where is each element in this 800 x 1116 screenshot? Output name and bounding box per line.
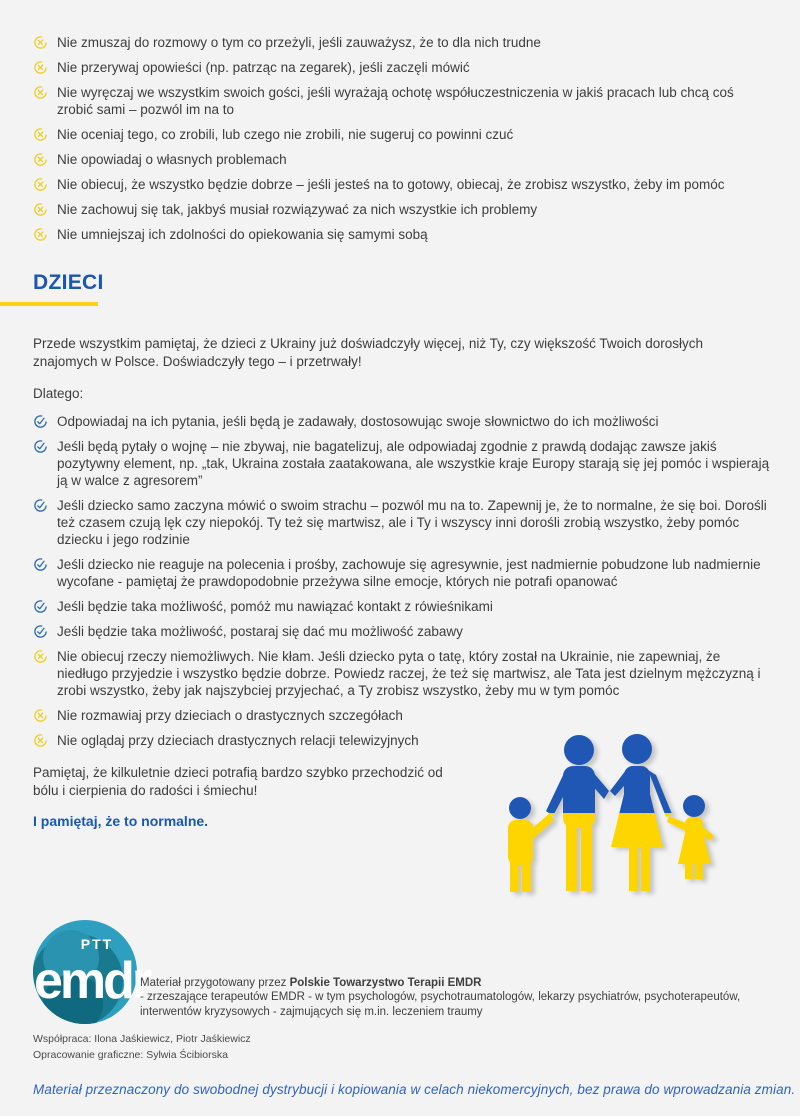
list-item [33, 126, 772, 143]
no-icon [33, 733, 48, 748]
closing-block [33, 764, 463, 830]
dont-list [33, 34, 772, 243]
list-item-text: Jeśli będą pytały o wojnę – nie zbywaj, nie bagatelizuj, ale odpowiadaj zgodnie z prawdą dodając zawsze jakiś pozytywny element, np. „tak, Ukraina została zaatakowana, ale wszystkie kraje Europy starają się jej pomóc i wspierają ją w walce z agresorem” [57, 439, 770, 488]
list-item [33, 556, 772, 590]
credits-text [140, 976, 788, 1020]
list-item-text: Jeśli będzie taka możliwość, postaraj się dać mu możliwość zabawy [57, 624, 463, 639]
list-item [33, 151, 772, 168]
list-item [33, 623, 772, 640]
list-item-text: Nie opowiadaj o własnych problemach [57, 152, 287, 167]
list-item [33, 34, 772, 51]
no-icon [33, 649, 48, 664]
list-item-text: Nie przerywaj opowieści (np. patrząc na zegarek), jeśli zaczęli mówić [57, 60, 470, 75]
list-item [33, 598, 772, 615]
check-icon [33, 557, 48, 572]
check-icon [33, 414, 48, 429]
graphics-credit-text: Opracowanie graficzne: Sylwia Ścibiorska [33, 1049, 228, 1061]
no-icon [33, 152, 48, 167]
page-title: DZIECI [33, 271, 104, 294]
no-icon [33, 227, 48, 242]
heading-underline [0, 302, 98, 306]
section-header [33, 271, 772, 309]
no-icon [33, 60, 48, 75]
list-item-text: Jeśli dziecko samo zaczyna mówić o swoim strachu – pozwól mu na to. Zapewnij je, że to normalne, że się boi. Dorośli też czasem czują lęk czy niepokój. Ty też się martwisz, ale i Ty i wszyscy inni dorośli zrobią wszystko, żeby pomóc dziecku i jego rodzinie [57, 498, 767, 547]
no-icon [33, 202, 48, 217]
list-item-text: Odpowiadaj na ich pytania, jeśli będą je zadawały, dostosowując swoje słownictwo do ich możliwości [57, 414, 659, 429]
list-item-text: Nie zachowuj się tak, jakbyś musiał rozwiązywać za nich wszystkie ich problemy [57, 202, 538, 217]
list-item-text: Nie oceniaj tego, co zrobili, lub czego nie zrobili, nie sugeruj co powinni czuć [57, 127, 514, 142]
closing-text: Pamiętaj, że kilkuletnie dzieci potrafią bardzo szybko przechodzić od bólu i cierpienia do radości i śmiechu! [33, 765, 443, 798]
no-icon [33, 708, 48, 723]
dlatego-label: Dlatego: [33, 386, 84, 401]
list-item [33, 226, 772, 243]
list-item-text: Nie obiecuj, że wszystko będzie dobrze – jeśli jesteś na to gotowy, obiecaj, że zrobisz wszystko, żeby im pomóc [57, 177, 725, 192]
check-icon [33, 599, 48, 614]
check-icon [33, 498, 48, 513]
license-text: Materiał przeznaczony do swobodnej dystrybucji i kopiowania w celach niekomercyjnych, bez prawa do wprowadzania zmian. [33, 1081, 796, 1097]
logo-top-text: PTT [80, 936, 114, 952]
family-illustration [492, 725, 752, 895]
list-item-text: Nie oglądaj przy dzieciach drastycznych relacji telewizyjnych [57, 733, 419, 748]
list-item [33, 176, 772, 193]
no-icon [33, 35, 48, 50]
check-icon [33, 624, 48, 639]
closing-accent-text: I pamiętaj, że to normalne. [33, 813, 209, 829]
list-item [33, 438, 772, 489]
list-item [33, 497, 772, 548]
check-icon [33, 439, 48, 454]
list-item-text: Nie rozmawiaj przy dzieciach o drastycznych szczegółach [57, 708, 403, 723]
no-icon [33, 85, 48, 100]
list-item-text: Nie zmuszaj do rozmowy o tym co przeżyli, jeśli zauważysz, że to dla nich trudne [57, 35, 541, 50]
no-icon [33, 177, 48, 192]
list-item [33, 59, 772, 76]
list-item-text: Jeśli będzie taka możliwość, pomóż mu nawiązać kontakt z rówieśnikami [57, 599, 493, 614]
list-item-text: Nie wyręczaj we wszystkim swoich gości, jeśli wyrażają ochotę współuczestniczenia w jakiś pracach lub chcą coś zrobić sami – pozwól im na to [57, 85, 734, 117]
collaboration-block [33, 1031, 251, 1063]
list-item [33, 84, 772, 118]
list-item [33, 707, 772, 724]
no-icon [33, 127, 48, 142]
advice-list [33, 413, 772, 749]
list-item-text: Jeśli dziecko nie reaguje na polecenia i prośby, zachowuje się agresywnie, jest nadmiernie pobudzone lub nadmiernie wycofane - pamiętaj że prawdopodobnie przeżywa silne emocje, których nie potrafi opanować [57, 557, 761, 589]
credits-description: - zrzeszające terapeutów EMDR - w tym psychologów, psychotraumatologów, lekarzy psychiatrów, psychoterapeutów, interwentów kryzysowych - zajmujących się m.in. leczeniem traumy [140, 991, 741, 1018]
list-item-text: Nie obiecuj rzeczy niemożliwych. Nie kłam. Jeśli dziecko pyta o tatę, który został na Ukrainie, nie zapewniaj, że niedługo przyjedzie i wszystko będzie dobrze. Powiedz raczej, że też się martwisz, ale Tata jest dzielnym mężczyzną i zrobi wszystko, żeby jak najszybciej przyjechać, a Ty zrobisz wszystko, żeby mu w tym pomóc [57, 649, 761, 698]
credits-org: Polskie Towarzystwo Terapii EMDR [289, 976, 482, 989]
credits-prefix: Materiał przygotowany przez [140, 976, 290, 989]
list-item [33, 413, 772, 430]
list-item-text: Nie umniejszaj ich zdolności do opiekowania się samymi sobą [57, 227, 428, 242]
collaboration-text: Współpraca: Ilona Jaśkiewicz, Piotr Jaśkiewicz [33, 1033, 251, 1045]
list-item [33, 648, 772, 699]
intro-paragraph: Przede wszystkim pamiętaj, że dzieci z Ukrainy już doświadczyły więcej, niż Ty, czy większość Twoich dorosłych znajomych w Polsce. Doświadczyły tego – i przetrwały! [33, 336, 703, 369]
list-item [33, 201, 772, 218]
logo-main-text: emdr [34, 952, 150, 1010]
